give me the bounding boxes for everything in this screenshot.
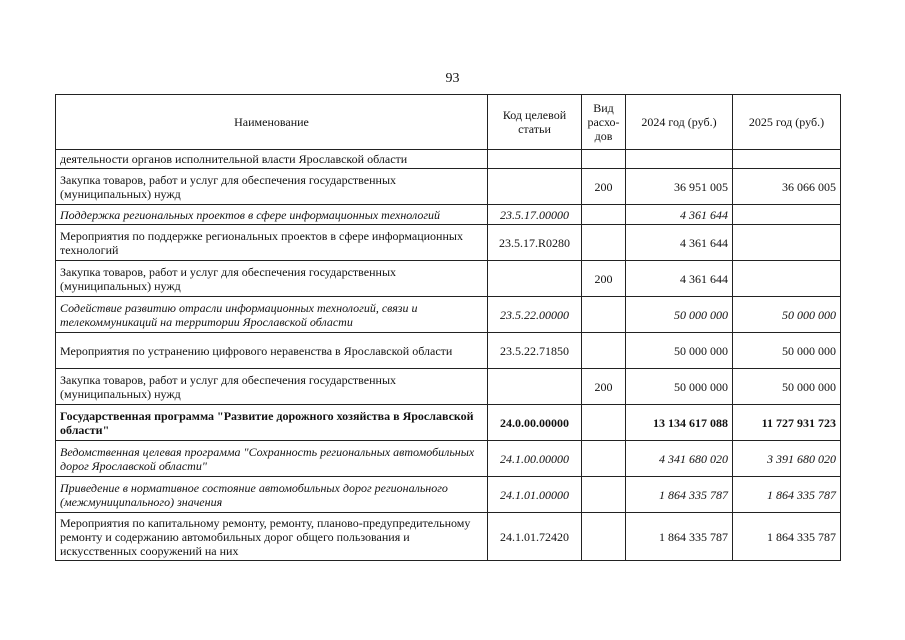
row-2025-cell: 50 000 000 xyxy=(733,369,841,405)
table-header-row xyxy=(56,95,841,150)
table-row xyxy=(56,297,841,333)
row-name-cell: Закупка товаров, работ и услуг для обеспечения государственных (муниципальных) нужд xyxy=(56,169,488,205)
table-row xyxy=(56,333,841,369)
table-row xyxy=(56,369,841,405)
row-2024-cell: 4 361 644 xyxy=(626,225,733,261)
row-type-cell xyxy=(582,513,626,561)
row-2024-cell: 36 951 005 xyxy=(626,169,733,205)
table-row xyxy=(56,169,841,205)
table-row xyxy=(56,205,841,225)
header-type: Вид расхо-дов xyxy=(582,95,626,150)
row-2025-cell xyxy=(733,205,841,225)
row-2024-cell: 50 000 000 xyxy=(626,333,733,369)
row-type-cell: 200 xyxy=(582,261,626,297)
row-code-cell xyxy=(488,150,582,169)
budget-table xyxy=(55,94,841,561)
table-row xyxy=(56,150,841,169)
row-2025-cell: 11 727 931 723 xyxy=(733,405,841,441)
header-2025: 2025 год (руб.) xyxy=(733,95,841,150)
page-number: 93 xyxy=(445,71,460,86)
table-row xyxy=(56,405,841,441)
row-name-cell: Мероприятия по устранению цифрового неравенства в Ярославской области xyxy=(56,333,488,369)
row-2025-cell xyxy=(733,225,841,261)
row-name-cell: Закупка товаров, работ и услуг для обеспечения государственных (муниципальных) нужд xyxy=(56,369,488,405)
table-row xyxy=(56,225,841,261)
row-type-cell xyxy=(582,333,626,369)
row-2024-cell: 50 000 000 xyxy=(626,369,733,405)
table-row xyxy=(56,261,841,297)
row-code-cell xyxy=(488,261,582,297)
row-type-cell xyxy=(582,297,626,333)
row-2025-cell: 1 864 335 787 xyxy=(733,477,841,513)
row-2024-cell: 4 361 644 xyxy=(626,261,733,297)
row-code-cell: 24.1.01.72420 xyxy=(488,513,582,561)
row-code-cell xyxy=(488,169,582,205)
row-type-cell xyxy=(582,441,626,477)
row-2024-cell: 1 864 335 787 xyxy=(626,513,733,561)
row-name-cell: Содействие развитию отрасли информационных технологий, связи и телекоммуникаций на территории Ярославской области xyxy=(56,297,488,333)
row-name-cell: Мероприятия по поддержке региональных проектов в сфере информационных технологий xyxy=(56,225,488,261)
row-2025-cell: 50 000 000 xyxy=(733,297,841,333)
row-code-cell: 23.5.22.00000 xyxy=(488,297,582,333)
row-2025-cell: 50 000 000 xyxy=(733,333,841,369)
table-row xyxy=(56,477,841,513)
header-2024: 2024 год (руб.) xyxy=(626,95,733,150)
row-name-cell: Ведомственная целевая программа "Сохранность региональных автомобильных дорог Ярославской области" xyxy=(56,441,488,477)
row-name-cell: деятельности органов исполнительной власти Ярославской области xyxy=(56,150,488,169)
row-2025-cell: 1 864 335 787 xyxy=(733,513,841,561)
row-2024-cell: 1 864 335 787 xyxy=(626,477,733,513)
row-code-cell: 24.0.00.00000 xyxy=(488,405,582,441)
row-type-cell xyxy=(582,477,626,513)
row-2024-cell: 4 341 680 020 xyxy=(626,441,733,477)
row-code-cell: 23.5.17.R0280 xyxy=(488,225,582,261)
row-2025-cell: 36 066 005 xyxy=(733,169,841,205)
row-type-cell xyxy=(582,205,626,225)
row-type-cell: 200 xyxy=(582,369,626,405)
row-type-cell: 200 xyxy=(582,169,626,205)
row-2024-cell xyxy=(626,150,733,169)
table-body xyxy=(56,150,841,561)
row-2024-cell: 13 134 617 088 xyxy=(626,405,733,441)
row-name-cell: Мероприятия по капитальному ремонту, ремонту, планово-предупредительному ремонту и содержанию автомобильных дорог общего пользования и искусственных сооружений на них xyxy=(56,513,488,561)
row-code-cell: 23.5.22.71850 xyxy=(488,333,582,369)
row-2025-cell: 3 391 680 020 xyxy=(733,441,841,477)
row-name-cell: Приведение в нормативное состояние автомобильных дорог регионального (межмуниципального) значения xyxy=(56,477,488,513)
row-name-cell: Поддержка региональных проектов в сфере информационных технологий xyxy=(56,205,488,225)
row-code-cell xyxy=(488,369,582,405)
row-2025-cell xyxy=(733,261,841,297)
row-code-cell: 24.1.01.00000 xyxy=(488,477,582,513)
header-code: Код целевой статьи xyxy=(488,95,582,150)
row-2024-cell: 50 000 000 xyxy=(626,297,733,333)
row-code-cell: 24.1.00.00000 xyxy=(488,441,582,477)
row-name-cell: Закупка товаров, работ и услуг для обеспечения государственных (муниципальных) нужд xyxy=(56,261,488,297)
row-type-cell xyxy=(582,150,626,169)
row-code-cell: 23.5.17.00000 xyxy=(488,205,582,225)
row-name-cell: Государственная программа "Развитие дорожного хозяйства в Ярославской области" xyxy=(56,405,488,441)
table-row xyxy=(56,513,841,561)
header-name: Наименование xyxy=(56,95,488,150)
row-2025-cell xyxy=(733,150,841,169)
row-type-cell xyxy=(582,405,626,441)
row-2024-cell: 4 361 644 xyxy=(626,205,733,225)
row-type-cell xyxy=(582,225,626,261)
table-row xyxy=(56,441,841,477)
